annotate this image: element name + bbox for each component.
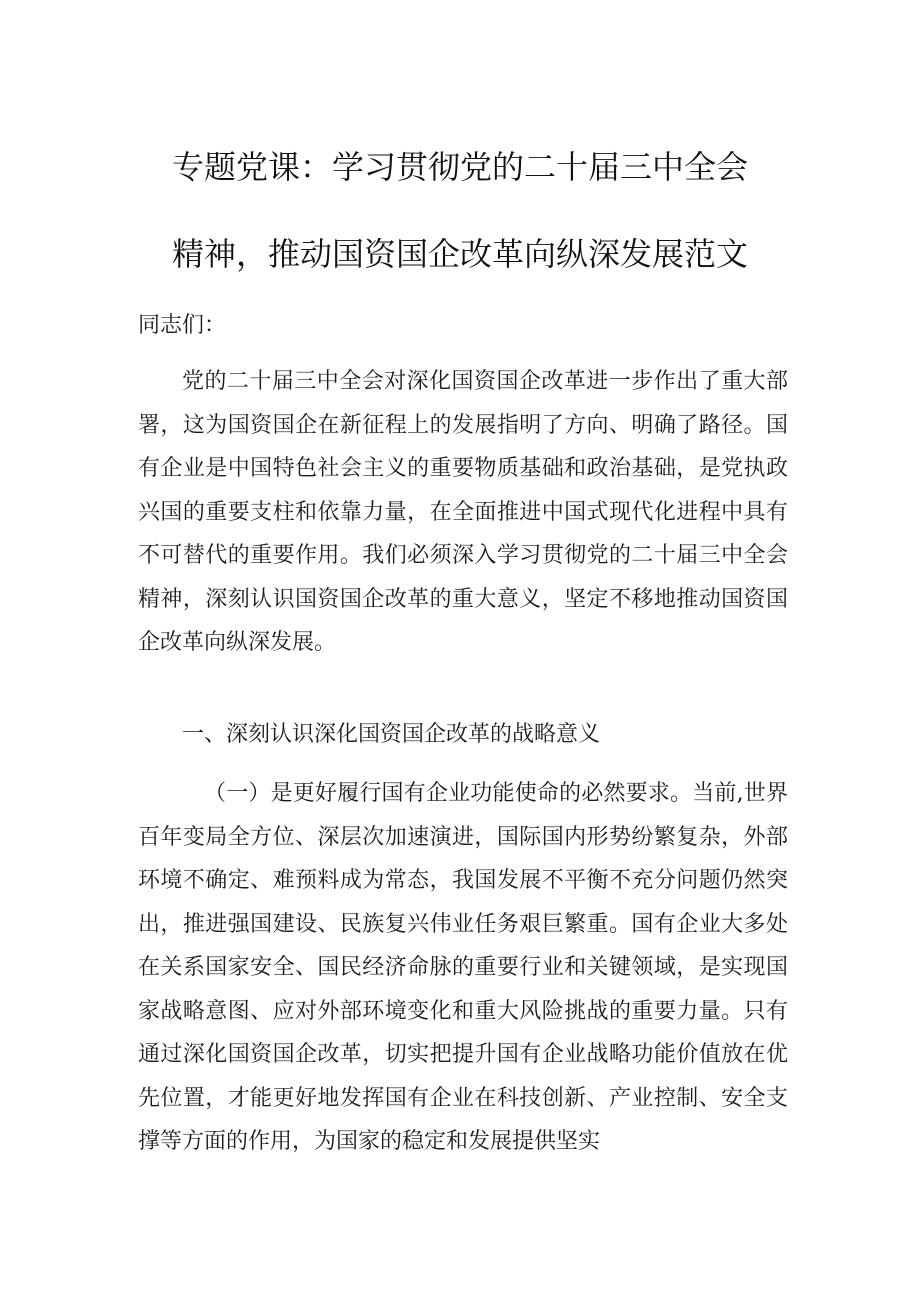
section-heading-1: 一、深刻认识深化国资国企改革的战略意义: [182, 722, 601, 747]
document-title-line-1: 专题党课：学习贯彻党的二十届三中全会: [171, 148, 748, 186]
salutation: 同志们：: [138, 313, 227, 338]
document-title-line-2: 精神，推动国资国企改革向纵深发展范文: [171, 235, 748, 273]
paragraph-intro: 党的二十届三中全会对深化国资国企改革进一步作出了重大部署，这为国资国企在新征程上的发展指明了方向、明确了路径。国有企业是中国特色社会主义的重要物质基础和政治基础，是党执政兴国的重要支柱和依靠力量，在全面推进中国式现代化进程中具有不可替代的重要作用。我们必须深入学习贯彻党的二十届三中全会精神，深刻认识国资国企改革的重大意义，坚定不移地推动国资国企改革向纵深发展。: [138, 369, 788, 655]
paragraph-section-1-1: （一）是更好履行国有企业功能使命的必然要求。当前,世界百年变局全方位、深层次加速演进，国际国内形势纷繁复杂，外部环境不确定、难预料成为常态，我国发展不平衡不充分问题仍然突出，推进强国建设、民族复兴伟业任务艰巨繁重。国有企业大多处在关系国家安全、国民经济命脉的重要行业和关键领域，是实现国家战略意图、应对外部环境变化和重大风险挑战的重要力量。只有通过深化国资国企改革，切实把提升国有企业战略功能价值放在优先位置，才能更好地发挥国有企业在科技创新、产业控制、安全支撑等方面的作用，为国家的稳定和发展提供坚实: [138, 781, 788, 1154]
